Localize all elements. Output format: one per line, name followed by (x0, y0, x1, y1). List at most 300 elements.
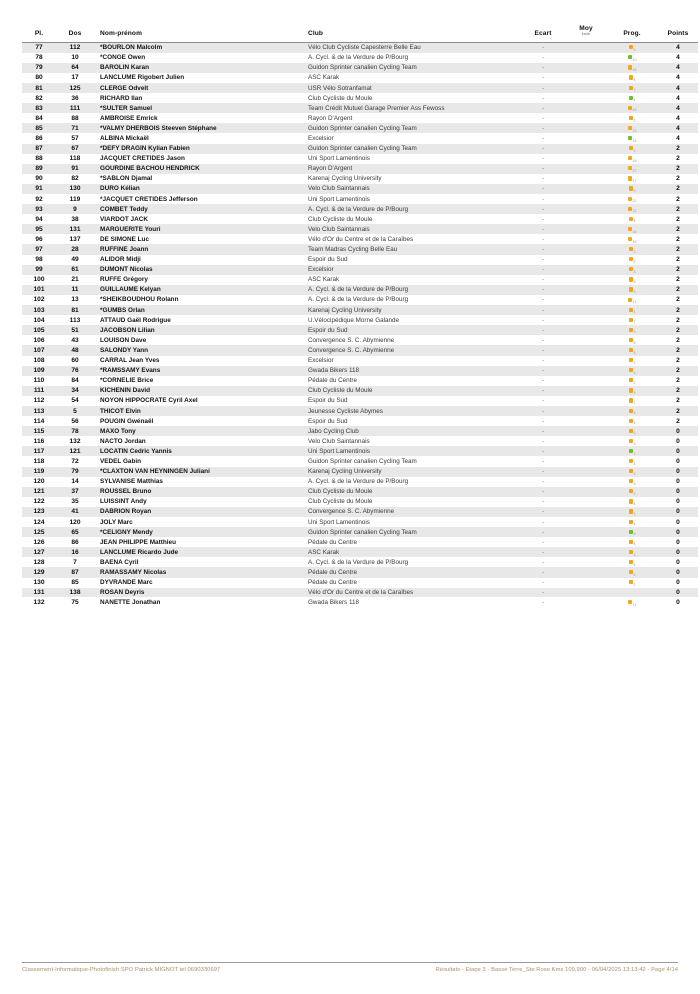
table-row (22, 275, 698, 285)
cell-rider-name: MARGUERITE Youri (94, 224, 306, 234)
cell-points: 2 (658, 376, 698, 386)
cell-average (566, 305, 606, 315)
table-row (22, 295, 698, 305)
progress-indicator (629, 509, 636, 515)
column-header-place: Pl. (22, 26, 56, 42)
cell-bib: 118 (56, 154, 94, 164)
table-row (22, 113, 698, 123)
cell-average (566, 194, 606, 204)
progress-arrow-icon (629, 146, 633, 150)
cell-rider-name: *DEFY DRAGIN Kylian Fabien (94, 144, 306, 154)
cell-bib: 85 (56, 578, 94, 588)
cell-bib: 35 (56, 497, 94, 507)
progress-indicator (629, 186, 636, 192)
progress-value: 27 (632, 168, 637, 173)
progress-arrow-icon (629, 116, 633, 120)
cell-gap: - (520, 154, 566, 164)
cell-club: Pédale du Centre (306, 578, 520, 588)
progress-indicator (629, 459, 636, 465)
cell-average (566, 214, 606, 224)
table-row (22, 527, 698, 537)
cell-rider-name: KICHENIN David (94, 386, 306, 396)
progress-arrow-icon (629, 449, 633, 453)
cell-bib: 84 (56, 376, 94, 386)
table-header-row (22, 26, 698, 42)
cell-average (566, 588, 606, 598)
cell-bib: 38 (56, 214, 94, 224)
cell-average (566, 244, 606, 254)
cell-points: 0 (658, 467, 698, 477)
progress-value: 10 (632, 57, 637, 62)
cell-gap: - (520, 588, 566, 598)
cell-gap: - (520, 477, 566, 487)
progress-arrow-icon (628, 156, 632, 160)
table-row (22, 386, 698, 396)
progress-arrow-icon (628, 136, 632, 140)
cell-place: 90 (22, 174, 56, 184)
cell-average (566, 597, 606, 607)
cell-club: Espoir du Sud (306, 416, 520, 426)
column-header-bib: Dos (56, 26, 94, 42)
cell-place: 93 (22, 204, 56, 214)
cell-club: U.Vélocipédique Morne Galande (306, 315, 520, 325)
cell-rider-name: LANCLUME Rigobert Julien (94, 73, 306, 83)
progress-indicator (629, 540, 636, 546)
progress-arrow-icon (629, 348, 633, 352)
progress-arrow-icon (628, 227, 632, 231)
cell-place: 97 (22, 244, 56, 254)
cell-average (566, 224, 606, 234)
progress-value: 8 (633, 340, 636, 345)
cell-place: 82 (22, 93, 56, 103)
cell-average (566, 477, 606, 487)
cell-average (566, 356, 606, 366)
cell-rider-name: GOURDINE BACHOU HENDRICK (94, 164, 306, 174)
cell-average (566, 174, 606, 184)
cell-place: 130 (22, 578, 56, 588)
cell-points: 4 (658, 113, 698, 123)
progress-arrow-icon (629, 540, 633, 544)
cell-average (566, 376, 606, 386)
progress-arrow-icon (629, 186, 633, 190)
cell-rider-name: JOLY Marc (94, 517, 306, 527)
cell-points: 4 (658, 93, 698, 103)
cell-bib: 119 (56, 194, 94, 204)
cell-average (566, 265, 606, 275)
cell-place: 98 (22, 255, 56, 265)
cell-club: Convergence S. C. Abymienne (306, 507, 520, 517)
cell-place: 109 (22, 366, 56, 376)
cell-progress (606, 416, 658, 426)
progress-indicator (629, 45, 636, 51)
progress-value: 4 (633, 310, 636, 315)
cell-progress (606, 83, 658, 93)
cell-club: Uni Sport Lamentinois (306, 446, 520, 456)
cell-club: Guidon Sprinter canalien Cycling Team (306, 123, 520, 133)
cell-gap: - (520, 255, 566, 265)
cell-points: 4 (658, 123, 698, 133)
cell-place: 96 (22, 234, 56, 244)
table-row (22, 194, 698, 204)
cell-bib: 17 (56, 73, 94, 83)
progress-indicator (629, 439, 636, 445)
cell-rider-name: NOYON HIPPOCRATE Cyril Axel (94, 396, 306, 406)
cell-average (566, 426, 606, 436)
cell-average (566, 345, 606, 355)
cell-gap: - (520, 547, 566, 557)
cell-average (566, 487, 606, 497)
cell-rider-name: ROSAN Deyris (94, 588, 306, 598)
cell-points: 0 (658, 557, 698, 567)
progress-value: 2 (633, 360, 636, 365)
cell-bib: 132 (56, 436, 94, 446)
cell-progress (606, 406, 658, 416)
progress-value: 6 (633, 572, 636, 577)
progress-arrow-icon (628, 166, 632, 170)
cell-gap: - (520, 527, 566, 537)
cell-points: 4 (658, 53, 698, 63)
cell-average (566, 42, 606, 53)
table-row (22, 73, 698, 83)
cell-club: A. Cycl. & de la Verdure de P/Bourg (306, 285, 520, 295)
cell-place: 106 (22, 335, 56, 345)
cell-average (566, 557, 606, 567)
cell-place: 84 (22, 113, 56, 123)
cell-bib: 76 (56, 366, 94, 376)
cell-progress (606, 103, 658, 113)
cell-progress (606, 467, 658, 477)
cell-club: USR Vélo Sotranfamat (306, 83, 520, 93)
cell-average (566, 446, 606, 456)
progress-indicator (629, 358, 636, 364)
cell-points: 4 (658, 83, 698, 93)
table-row (22, 255, 698, 265)
cell-gap: - (520, 234, 566, 244)
cell-points: 2 (658, 224, 698, 234)
cell-rider-name: ALBINA Mickaël (94, 133, 306, 143)
cell-club: Karenaj Cycling University (306, 305, 520, 315)
cell-gap: - (520, 295, 566, 305)
cell-place: 121 (22, 487, 56, 497)
cell-rider-name: *CONGE Owen (94, 53, 306, 63)
cell-progress (606, 386, 658, 396)
cell-place: 115 (22, 426, 56, 436)
cell-rider-name: LOUISON Dave (94, 335, 306, 345)
cell-bib: 88 (56, 113, 94, 123)
cell-average (566, 63, 606, 73)
progress-indicator (629, 348, 636, 354)
progress-arrow-icon (628, 298, 632, 302)
cell-gap: - (520, 597, 566, 607)
cell-bib: 48 (56, 345, 94, 355)
cell-gap: - (520, 53, 566, 63)
progress-value: 1 (633, 401, 636, 406)
cell-progress (606, 597, 658, 607)
cell-points: 2 (658, 234, 698, 244)
cell-bib: 120 (56, 517, 94, 527)
progress-indicator (629, 146, 636, 152)
cell-points: 2 (658, 194, 698, 204)
cell-progress (606, 93, 658, 103)
cell-points: 4 (658, 73, 698, 83)
cell-bib: 49 (56, 255, 94, 265)
cell-gap: - (520, 113, 566, 123)
cell-rider-name: VEDEL Gabin (94, 456, 306, 466)
table-row (22, 406, 698, 416)
cell-rider-name: POUGIN Gwénaël (94, 416, 306, 426)
progress-arrow-icon (628, 176, 632, 180)
cell-bib: 75 (56, 597, 94, 607)
cell-progress (606, 436, 658, 446)
cell-rider-name: *SULTER Samuel (94, 103, 306, 113)
cell-rider-name: DURO Kélian (94, 184, 306, 194)
progress-indicator (629, 247, 636, 253)
table-row (22, 103, 698, 113)
progress-indicator (629, 398, 636, 404)
progress-arrow-icon (629, 550, 633, 554)
cell-rider-name: RICHARD Ilan (94, 93, 306, 103)
column-header-average (566, 26, 606, 42)
cell-progress (606, 244, 658, 254)
cell-club: Velo Club Saintannais (306, 436, 520, 446)
cell-progress (606, 265, 658, 275)
progress-indicator (629, 529, 636, 535)
cell-place: 124 (22, 517, 56, 527)
progress-indicator (629, 550, 636, 556)
progress-indicator (629, 499, 636, 505)
cell-progress (606, 325, 658, 335)
progress-arrow-icon (629, 328, 633, 332)
cell-average (566, 315, 606, 325)
cell-points: 2 (658, 386, 698, 396)
cell-progress (606, 174, 658, 184)
cell-gap: - (520, 42, 566, 53)
cell-rider-name: LANCLUME Ricardo Jude (94, 547, 306, 557)
progress-arrow-icon (628, 237, 632, 241)
progress-indicator (629, 328, 636, 334)
progress-arrow-icon (629, 509, 633, 513)
progress-arrow-icon (628, 126, 632, 130)
progress-indicator (629, 449, 636, 455)
cell-points: 2 (658, 396, 698, 406)
table-row (22, 456, 698, 466)
cell-points: 2 (658, 406, 698, 416)
progress-value: 7 (633, 88, 636, 93)
progress-value: 4 (633, 421, 636, 426)
progress-indicator (629, 408, 636, 414)
cell-club: A. Cycl. & de la Verdure de P/Bourg (306, 557, 520, 567)
cell-points: 4 (658, 63, 698, 73)
cell-points: 4 (658, 133, 698, 143)
cell-bib: 91 (56, 164, 94, 174)
cell-points: 0 (658, 487, 698, 497)
cell-points: 0 (658, 527, 698, 537)
cell-points: 2 (658, 366, 698, 376)
column-header-progress: Prog. (606, 26, 658, 42)
cell-points: 0 (658, 497, 698, 507)
table-row (22, 366, 698, 376)
progress-arrow-icon (628, 65, 632, 69)
progress-indicator (629, 267, 636, 273)
progress-value: 5 (633, 532, 636, 537)
table-row (22, 578, 698, 588)
cell-rider-name: JACOBSON Lilian (94, 325, 306, 335)
progress-arrow-icon (629, 86, 633, 90)
cell-bib: 5 (56, 406, 94, 416)
table-row (22, 487, 698, 497)
cell-points: 2 (658, 345, 698, 355)
progress-value: 2 (633, 380, 636, 385)
cell-points: 2 (658, 305, 698, 315)
cell-club: Velo Club Saintannais (306, 224, 520, 234)
progress-arrow-icon (629, 388, 633, 392)
progress-value: 4 (633, 542, 636, 547)
cell-progress (606, 275, 658, 285)
cell-gap: - (520, 184, 566, 194)
cell-points: 2 (658, 325, 698, 335)
cell-place: 129 (22, 567, 56, 577)
cell-rider-name: BAROLIN Karan (94, 63, 306, 73)
progress-value: 5 (633, 47, 636, 52)
progress-arrow-icon (629, 267, 633, 271)
average-header-stack (579, 26, 593, 36)
progress-arrow-icon (629, 277, 633, 281)
cell-rider-name: CARRAL Jean Yves (94, 356, 306, 366)
cell-gap: - (520, 214, 566, 224)
cell-bib: 112 (56, 42, 94, 53)
table-row (22, 416, 698, 426)
table-row (22, 537, 698, 547)
progress-indicator (628, 65, 637, 71)
progress-arrow-icon (629, 439, 633, 443)
progress-indicator (629, 418, 636, 424)
progress-value: 3 (633, 118, 636, 123)
cell-club: ASC Karak (306, 547, 520, 557)
progress-value: 3 (633, 269, 636, 274)
cell-gap: - (520, 426, 566, 436)
cell-gap: - (520, 386, 566, 396)
cell-bib: 131 (56, 224, 94, 234)
cell-bib: 125 (56, 83, 94, 93)
cell-place: 86 (22, 133, 56, 143)
progress-indicator (629, 570, 636, 576)
progress-value: 19 (632, 239, 637, 244)
table-row (22, 567, 698, 577)
progress-value: 6 (633, 259, 636, 264)
cell-progress (606, 477, 658, 487)
progress-indicator (629, 95, 636, 101)
cell-rider-name: *RAMSSAMY Evans (94, 366, 306, 376)
progress-value: 3 (633, 491, 636, 496)
progress-indicator (628, 206, 637, 212)
progress-value: 22 (632, 199, 637, 204)
cell-place: 111 (22, 386, 56, 396)
cell-gap: - (520, 123, 566, 133)
cell-progress (606, 204, 658, 214)
cell-average (566, 113, 606, 123)
cell-average (566, 275, 606, 285)
cell-gap: - (520, 63, 566, 73)
cell-rider-name: *CORNELIE Brice (94, 376, 306, 386)
cell-gap: - (520, 144, 566, 154)
cell-points: 2 (658, 164, 698, 174)
table-row (22, 234, 698, 244)
cell-gap: - (520, 164, 566, 174)
cell-bib: 34 (56, 386, 94, 396)
progress-indicator (629, 287, 636, 293)
progress-value: 2 (633, 451, 636, 456)
cell-club: Espoir du Sud (306, 396, 520, 406)
cell-bib: 10 (56, 53, 94, 63)
progress-arrow-icon (629, 489, 633, 493)
cell-bib: 51 (56, 325, 94, 335)
cell-average (566, 53, 606, 63)
progress-arrow-icon (629, 398, 633, 402)
progress-arrow-icon (629, 378, 633, 382)
cell-gap: - (520, 244, 566, 254)
cell-place: 118 (22, 456, 56, 466)
cell-progress (606, 497, 658, 507)
cell-progress (606, 578, 658, 588)
cell-club: Jeunesse Cycliste Abymes (306, 406, 520, 416)
progress-arrow-icon (629, 247, 633, 251)
cell-bib: 86 (56, 537, 94, 547)
progress-indicator (629, 560, 636, 566)
progress-arrow-icon (628, 106, 632, 110)
table-row (22, 154, 698, 164)
progress-indicator (629, 257, 636, 263)
cell-place: 100 (22, 275, 56, 285)
cell-points: 0 (658, 446, 698, 456)
progress-arrow-icon (629, 570, 633, 574)
progress-indicator (628, 166, 637, 172)
cell-points: 2 (658, 214, 698, 224)
table-row (22, 335, 698, 345)
cell-rider-name: RUFFINE Joann (94, 244, 306, 254)
table-row (22, 224, 698, 234)
cell-progress (606, 53, 658, 63)
cell-gap: - (520, 315, 566, 325)
progress-value: 9 (633, 290, 636, 295)
cell-gap: - (520, 265, 566, 275)
cell-average (566, 164, 606, 174)
progress-indicator (629, 217, 636, 223)
cell-club: Espoir du Sud (306, 255, 520, 265)
table-row (22, 497, 698, 507)
cell-club: Gwada Bikers 118 (306, 597, 520, 607)
cell-bib: 21 (56, 275, 94, 285)
cell-club: Vélo d'Or du Centre et de la Caraïbes (306, 588, 520, 598)
cell-bib: 137 (56, 234, 94, 244)
column-header-name: Nom-prénom (94, 26, 306, 42)
cell-place: 123 (22, 507, 56, 517)
cell-progress (606, 527, 658, 537)
progress-indicator (629, 85, 636, 91)
cell-rider-name: *CELIGNY Mendy (94, 527, 306, 537)
cell-rider-name: NACTO Jordan (94, 436, 306, 446)
cell-average (566, 507, 606, 517)
table-row (22, 376, 698, 386)
cell-place: 116 (22, 436, 56, 446)
cell-gap: - (520, 467, 566, 477)
cell-club: Excelsior (306, 133, 520, 143)
cell-rider-name: *BOURLON Malcolm (94, 42, 306, 53)
progress-indicator (628, 106, 637, 112)
cell-points: 2 (658, 335, 698, 345)
cell-bib: 138 (56, 588, 94, 598)
cell-club: Velo Club Saintannais (306, 184, 520, 194)
cell-gap: - (520, 93, 566, 103)
